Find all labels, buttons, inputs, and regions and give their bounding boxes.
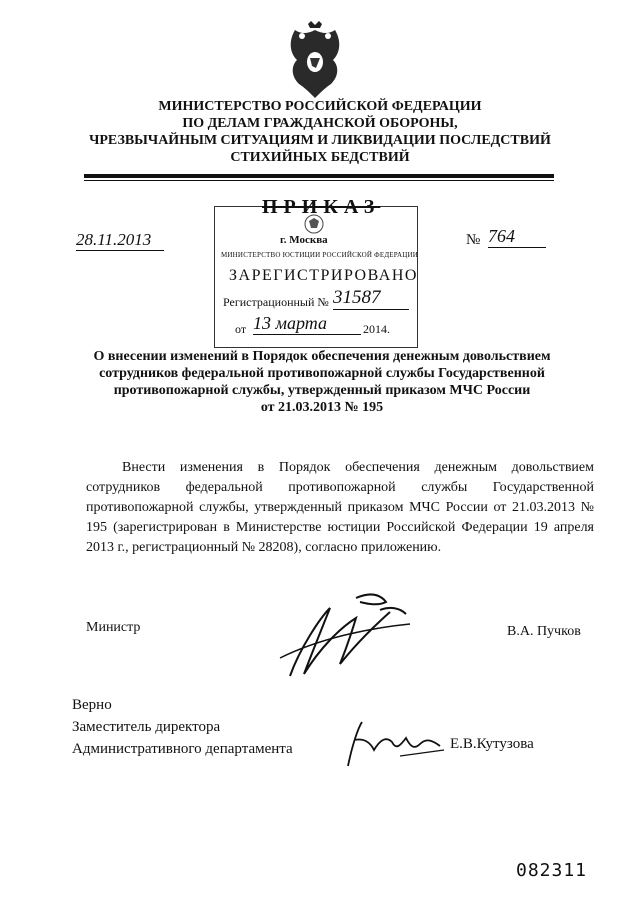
stamp-registered-label: ЗАРЕГИСТРИРОВАНО <box>229 267 418 284</box>
order-date: 28.11.2013 <box>76 230 164 251</box>
document-code: 082311 <box>516 860 588 881</box>
registration-stamp <box>214 206 418 348</box>
ministry-header <box>40 98 600 166</box>
stamp-date-prefix: от <box>235 322 247 336</box>
subject-line: от 21.03.2013 № 195 <box>260 400 384 415</box>
order-city: г. Москва <box>280 234 328 246</box>
header-line: СТИХИЙНЫХ БЕДСТВИЙ <box>230 150 410 165</box>
stamp-reg-number: 31587 <box>333 287 409 310</box>
certification-block <box>72 694 293 760</box>
certifier-name: Е.В.Кутузова <box>450 736 534 752</box>
minister-name: В.А. Пучков <box>507 624 581 639</box>
coat-of-arms-icon <box>286 20 344 100</box>
header-divider-thin <box>84 180 554 181</box>
stamp-reg-number-label: Регистрационный № <box>223 295 329 309</box>
order-number: 764 <box>488 226 546 248</box>
subject-line: противопожарной службы, утвержденный приказом МЧС России <box>113 383 531 398</box>
header-line: ЧРЕЗВЫЧАЙНЫМ СИТУАЦИЯМ И ЛИКВИДАЦИИ ПОСЛЕДСТВИЙ <box>89 133 551 148</box>
certifier-signature-icon <box>340 716 450 772</box>
subject-line: сотрудников федеральной противопожарной службы Государственной <box>99 366 545 381</box>
stamp-ministry-line: МИНИСТЕРСТВО ЮСТИЦИИ РОССИЙСКОЙ ФЕДЕРАЦИИ <box>221 251 418 259</box>
certification-position: Заместитель директора <box>72 719 221 735</box>
order-body-text: Внести изменения в Порядок обеспечения денежным довольствием сотрудников федеральной противопожарной службы Государственной противопожарной службы, утвержденный приказом МЧС России от 21.03.2013 № 195 (зарегистрирован в Министерстве юстиции Российской Федерации 19 апреля 2013 г., регистрационный № 28208), согласно приложению. <box>86 460 594 555</box>
order-number-label: № <box>466 232 481 248</box>
minister-signature-icon <box>260 588 420 684</box>
stamp-date: 13 марта <box>253 313 361 335</box>
header-line: МИНИСТЕРСТВО РОССИЙСКОЙ ФЕДЕРАЦИИ <box>158 99 482 114</box>
minister-title: Министр <box>86 620 141 635</box>
header-divider <box>84 174 554 178</box>
header-line: ПО ДЕЛАМ ГРАЖДАНСКОЙ ОБОРОНЫ, <box>182 116 458 131</box>
subject-line: О внесении изменений в Порядок обеспечения денежным довольствием <box>93 349 551 364</box>
stamp-year: 2014. <box>363 322 390 336</box>
order-subject <box>82 348 562 416</box>
certification-verno: Верно <box>72 697 112 713</box>
certification-department: Административного департамента <box>72 741 293 757</box>
order-title: ПРИКАЗ <box>262 196 381 218</box>
